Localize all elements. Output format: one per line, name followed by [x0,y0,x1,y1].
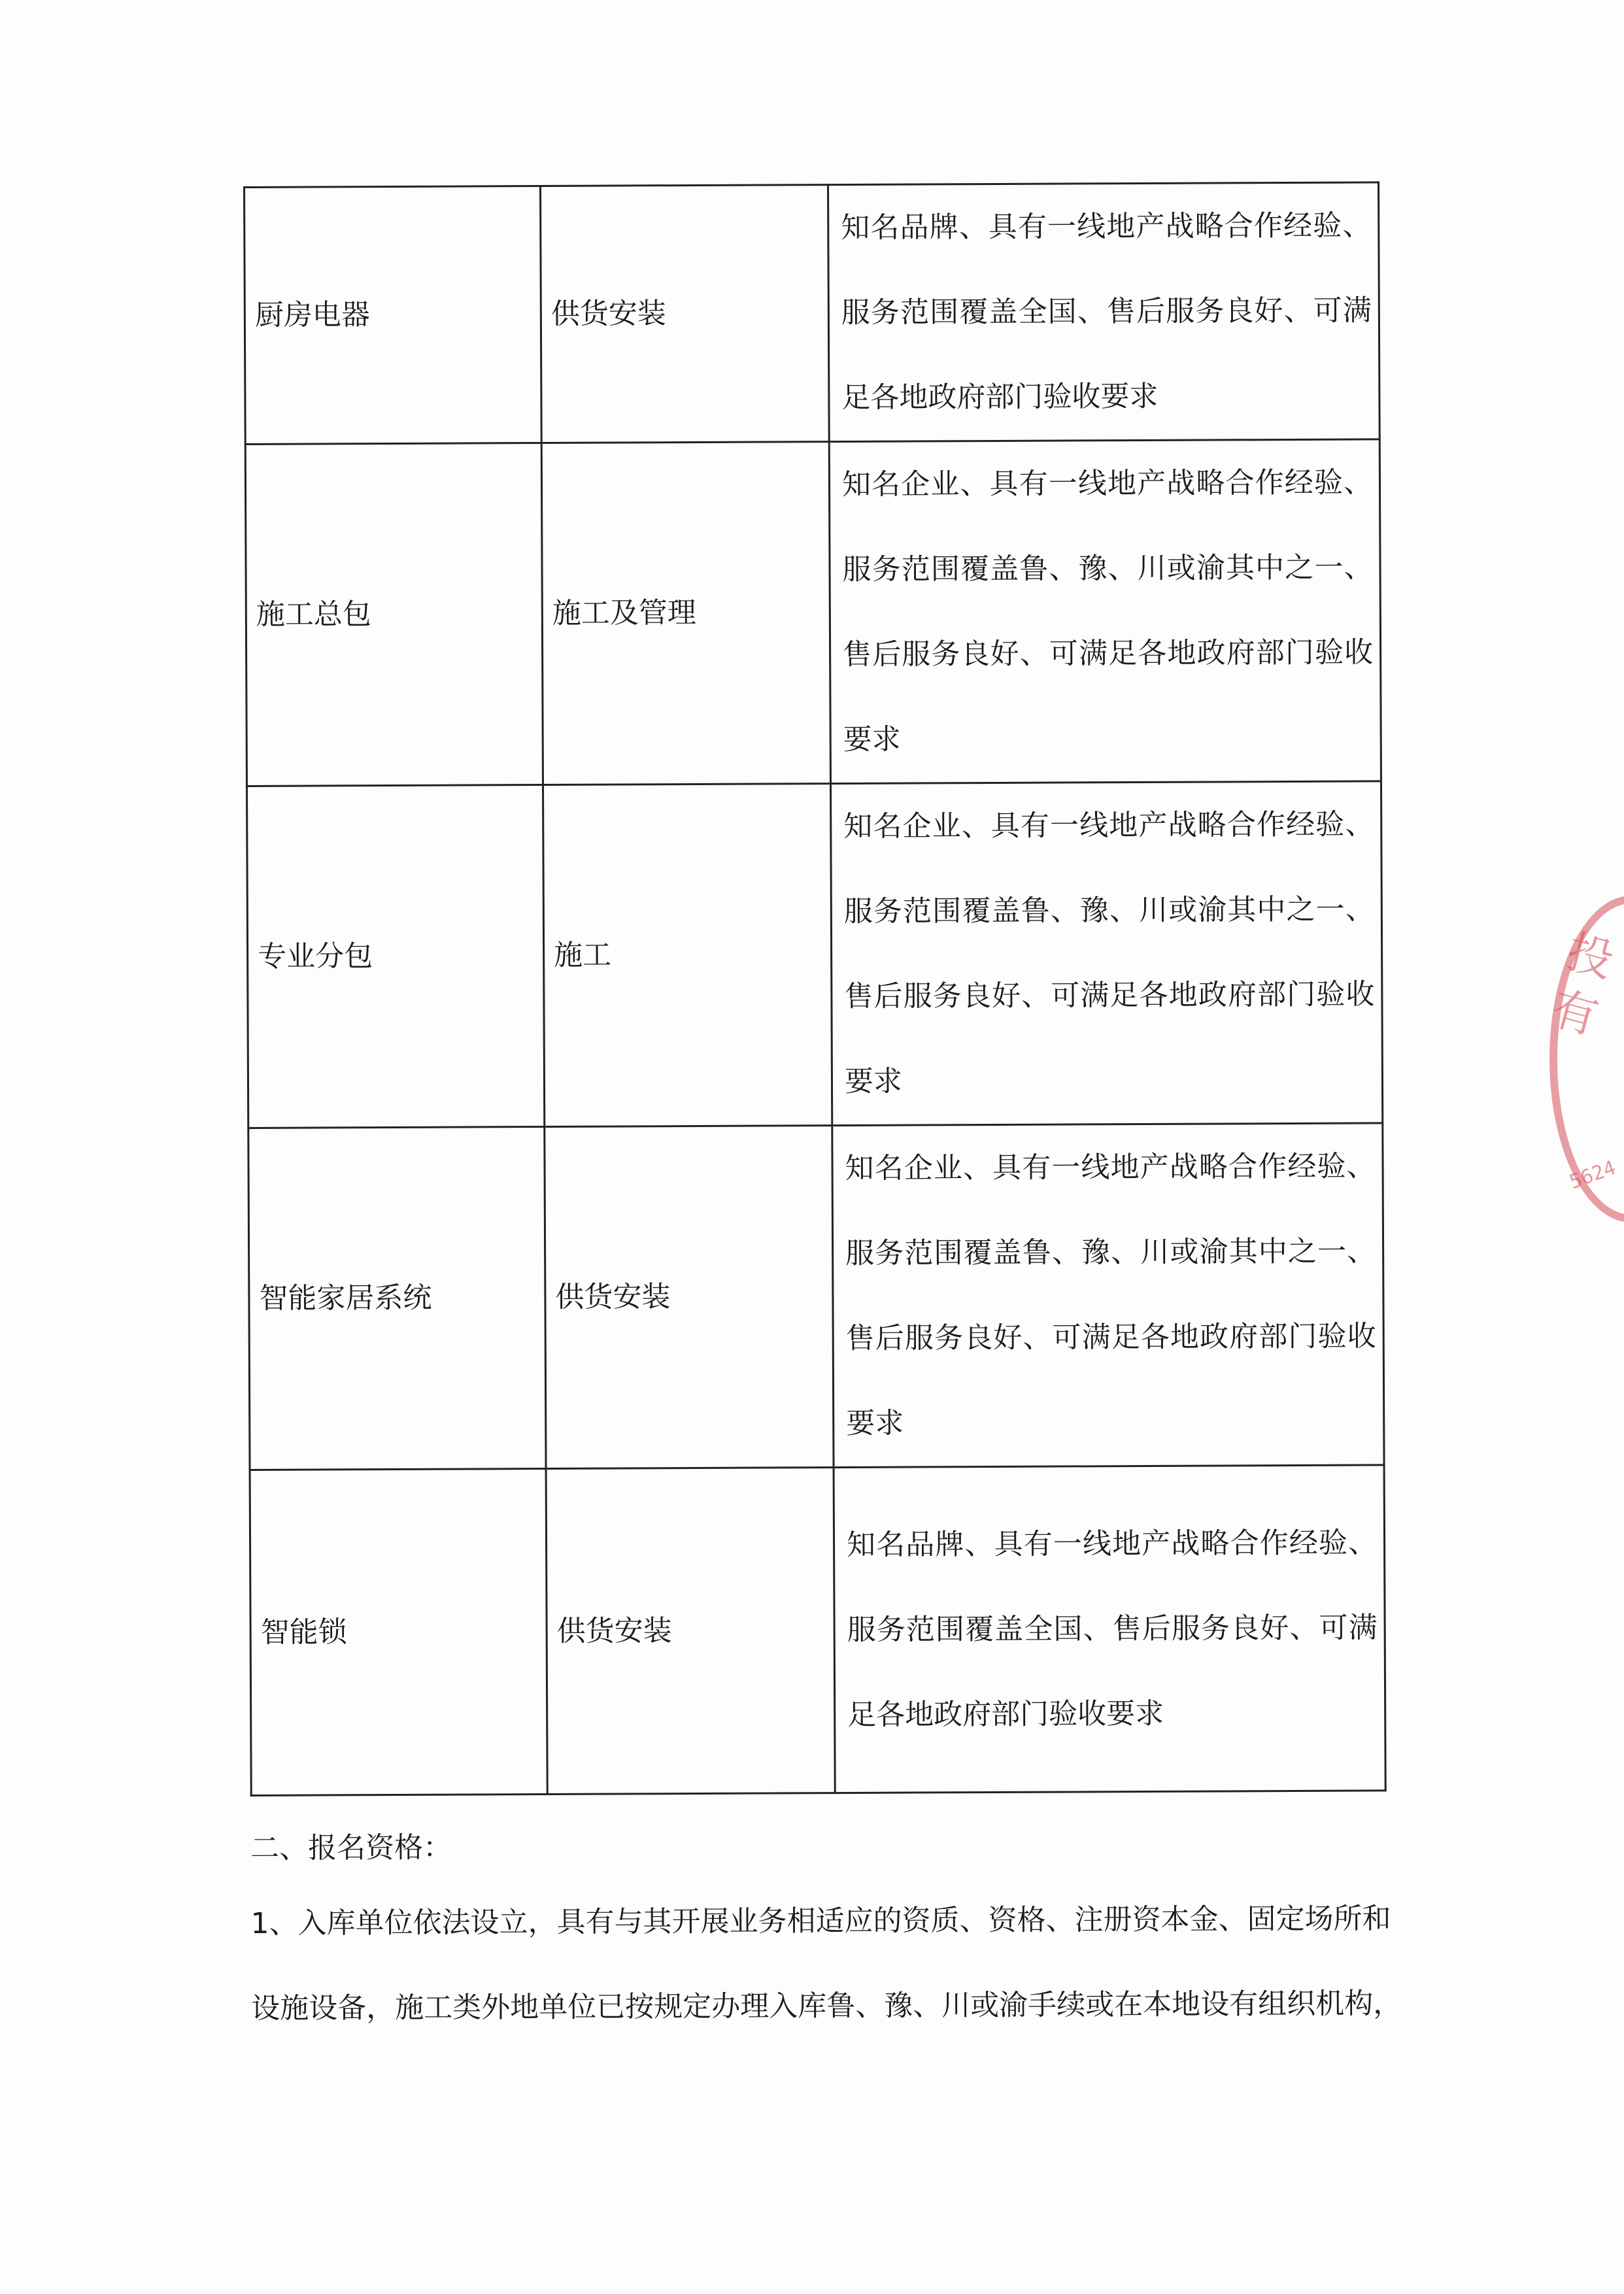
scope-cell: 施工 [543,784,832,1127]
section-heading: 二、报名资格： [250,1830,452,1865]
table-row [245,439,1381,786]
table-row [245,182,1380,445]
category-cell: 专业分包 [247,785,545,1128]
table-row [247,781,1383,1128]
category-cell: 智能家居系统 [248,1127,546,1470]
scope-cell: 供货安装 [541,185,830,443]
requirement-cell [830,781,1382,1126]
requirement-text: 知名企业、具有一线地产战略合作经验、服务范围覆盖鲁、豫、川或渝其中之一、售后服务良好、可满足各地政府部门验收要求 [845,1149,1376,1440]
scope-cell: 施工及管理 [541,442,830,785]
qualification-paragraph [250,1876,1402,2051]
requirement-cell [832,1123,1384,1468]
scope-cell: 供货安装 [545,1126,834,1469]
requirement-text: 知名品牌、具有一线地产战略合作经验、服务范围覆盖全国、售后服务良好、可满足各地政府部门验收要求 [846,1525,1378,1732]
paragraph-line: 设施设备，施工类外地单位已按规定办理入库鲁、豫、川或渝手续或在本地设有组织机构， [251,1987,1402,2025]
requirement-cell [829,439,1381,784]
page-content [243,181,1402,2051]
category-cell: 施工总包 [245,443,543,786]
requirement-text: 知名企业、具有一线地产战略合作经验、服务范围覆盖鲁、豫、川或渝其中之一、售后服务良好、可满足各地政府部门验收要求 [841,465,1374,757]
requirement-cell [828,182,1379,442]
requirements-table [243,181,1387,1796]
seal-text: 投有 [1546,924,1619,1045]
seal-number: 5624 [1566,1156,1619,1194]
requirement-text: 知名品牌、具有一线地产战略合作经验、服务范围覆盖全国、售后服务良好、可满足各地政府部门验收要求 [841,209,1372,415]
table-row [248,1123,1384,1470]
table-row [250,1465,1385,1796]
category-cell: 厨房电器 [245,186,542,445]
paragraph-line: 1、入库单位依法设立，具有与其开展业务相适应的资质、资格、注册资本金、固定场所和 [250,1902,1391,1940]
requirement-text: 知名企业、具有一线地产战略合作经验、服务范围覆盖鲁、豫、川或渝其中之一、售后服务良好、可满足各地政府部门验收要求 [843,807,1375,1098]
requirement-cell [834,1465,1385,1793]
category-cell: 智能锁 [250,1468,547,1795]
scope-cell: 供货安装 [546,1468,835,1795]
